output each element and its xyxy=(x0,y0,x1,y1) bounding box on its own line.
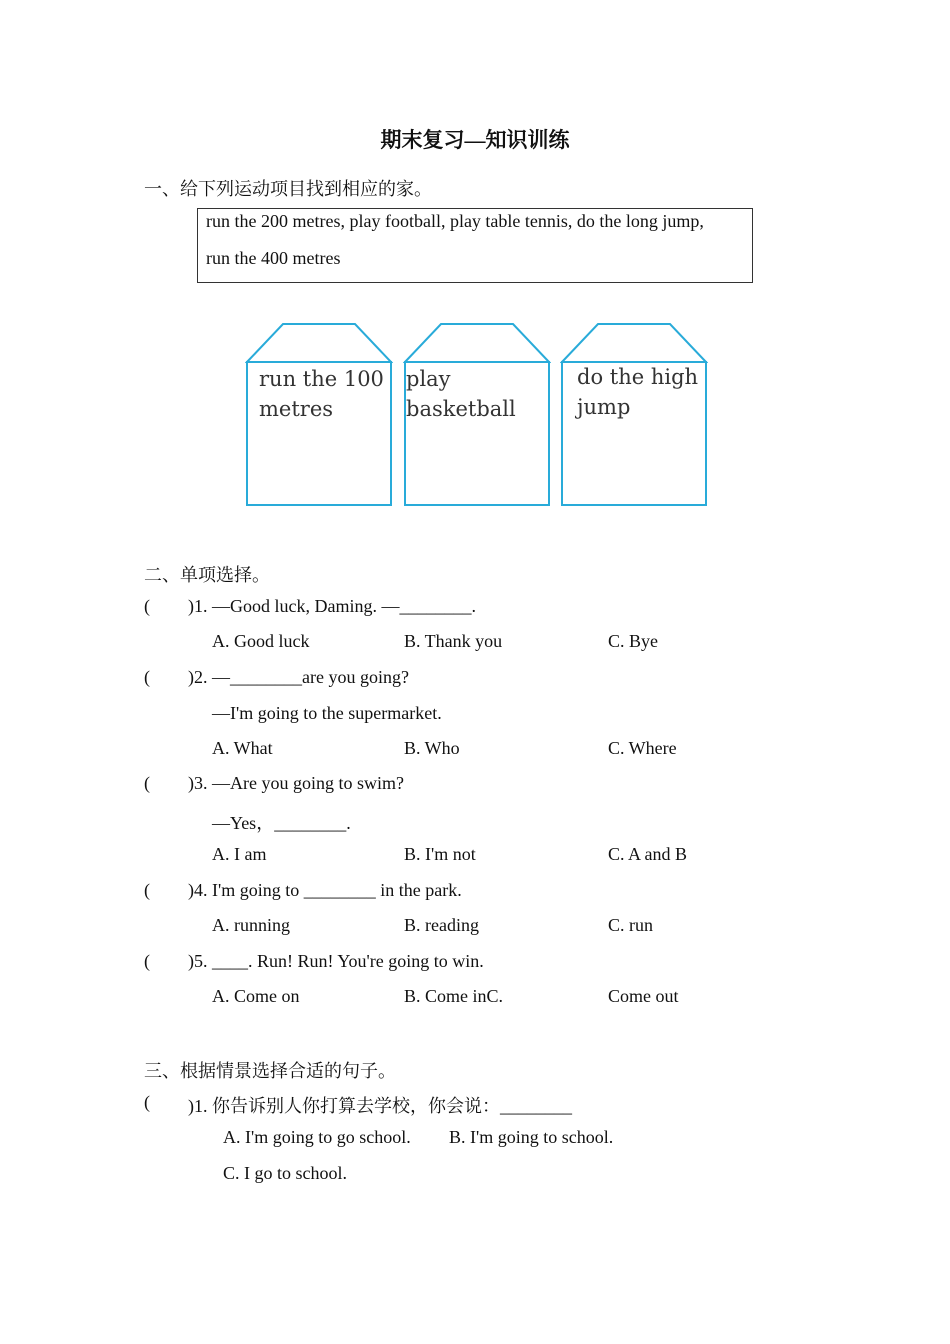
word-bank-line-2: run the 400 metres xyxy=(206,248,341,268)
q5-option-b: B. Come inC. xyxy=(404,986,504,1006)
house-label-3: do the high jump xyxy=(577,365,699,419)
q1-option-b: B. Thank you xyxy=(404,631,503,651)
answer-paren-5[interactable]: ( xyxy=(144,951,150,971)
page-title: 期末复习—知识训练 xyxy=(380,128,570,152)
section1-heading: 一、给下列运动项目找到相应的家。 xyxy=(144,179,432,199)
house-label-2: play basketball xyxy=(406,367,516,421)
q2-option-a: A. What xyxy=(212,738,273,758)
section2-heading: 二、单项选择。 xyxy=(144,565,270,585)
s3-option-a: A. I'm going to go school. xyxy=(223,1127,411,1147)
answer-paren-2[interactable]: ( xyxy=(144,667,150,687)
q5-option-a: A. Come on xyxy=(212,986,300,1006)
q3-option-a: A. I am xyxy=(212,844,267,864)
house-label-1: run the 100 metres xyxy=(259,367,384,421)
answer-paren-4[interactable]: ( xyxy=(144,880,150,900)
answer-paren-1[interactable]: ( xyxy=(144,596,150,616)
q4-option-c: C. run xyxy=(608,915,653,935)
question-2-response: —I'm going to the supermarket. xyxy=(212,703,442,723)
q5-option-c: Come out xyxy=(608,986,679,1006)
q1-option-a: A. Good luck xyxy=(212,631,310,651)
question-2-prompt: )2. —________are you going? xyxy=(188,667,409,687)
sport-house-1 xyxy=(245,322,393,508)
sport-house-3 xyxy=(560,322,708,508)
s3-option-c: C. I go to school. xyxy=(223,1163,347,1183)
answer-paren-s3-1[interactable]: ( xyxy=(144,1092,150,1112)
q1-option-c: C. Bye xyxy=(608,631,659,651)
q3-option-c: C. A and B xyxy=(608,844,688,864)
q3-option-b: B. I'm not xyxy=(404,844,476,864)
question-4-prompt: )4. I'm going to ________ in the park. xyxy=(188,880,462,900)
answer-paren-3[interactable]: ( xyxy=(144,773,150,793)
word-bank-line-1: run the 200 metres, play football, play table tennis, do the long jump, xyxy=(206,211,704,231)
question-1-prompt: )1. —Good luck, Daming. —________. xyxy=(188,596,476,616)
s3-option-b: B. I'm going to school. xyxy=(449,1127,614,1147)
question-3-response: —Yes，________. xyxy=(212,813,351,833)
section3-heading: 三、根据情景选择合适的句子。 xyxy=(144,1061,396,1081)
q4-option-a: A. running xyxy=(212,915,290,935)
section3-question-1-prompt: )1. 你告诉别人你打算去学校，你会说：________ xyxy=(188,1096,572,1116)
q4-option-b: B. reading xyxy=(404,915,479,935)
q2-option-b: B. Who xyxy=(404,738,460,758)
question-3-prompt: )3. —Are you going to swim? xyxy=(188,773,404,793)
q2-option-c: C. Where xyxy=(608,738,677,758)
sport-house-2 xyxy=(403,322,551,508)
question-5-prompt: )5. ____. Run! Run! You're going to win. xyxy=(188,951,484,971)
word-bank-box xyxy=(197,208,753,283)
